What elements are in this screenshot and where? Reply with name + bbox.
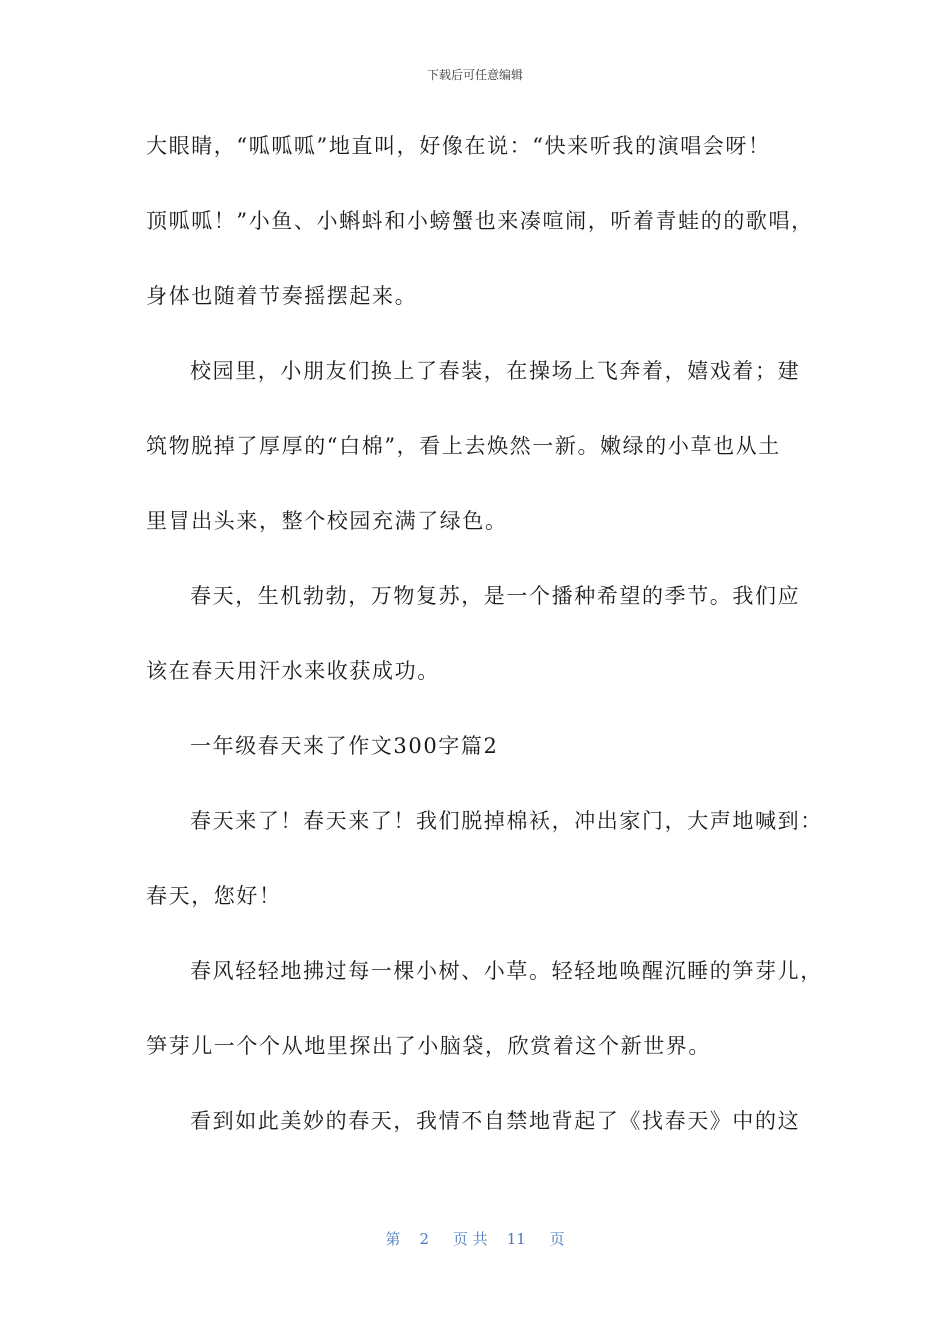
text-line: 该在春天用汗水来收获成功。 — [146, 659, 440, 683]
header-text: 下载后可任意编辑 — [426, 68, 523, 82]
paragraph-start-line: 校园里，小朋友们换上了春装，在操场上飞奔着，嬉戏着；建 — [190, 359, 801, 383]
text-line: 笋芽儿一个个从地里探出了小脑袋，欣赏着这个新世界。 — [146, 1034, 711, 1058]
current-page-number: 2 — [419, 1230, 429, 1248]
paragraph-start-line: 春风轻轻地拂过每一棵小树、小草。轻轻地唤醒沉睡的笋芽儿， — [190, 959, 823, 983]
text-line: 顶呱呱！”小鱼、小蝌蚪和小螃蟹也来凑喧闹，听着青蛙的的歌唱， — [146, 209, 814, 233]
text-line: 大眼睛，“呱呱呱”地直叫，好像在说：“快来听我的演唱会呀！ — [146, 134, 771, 158]
section-heading: 一年级春天来了作文300字篇2 — [190, 734, 499, 758]
document-body — [146, 127, 823, 1177]
total-pages-number: 11 — [506, 1230, 526, 1248]
text-line: 里冒出头来，整个校园充满了绿色。 — [146, 509, 508, 533]
footer-suffix: 页 — [549, 1230, 565, 1248]
text-line: 筑物脱掉了厚厚的“白棉”，看上去焕然一新。嫩绿的小草也从土 — [146, 434, 781, 458]
footer-prefix: 第 — [385, 1230, 401, 1248]
text-line: 身体也随着节奏摇摆起来。 — [146, 284, 418, 308]
paragraph-start-line: 春天，生机勃勃，万物复苏，是一个播种希望的季节。我们应 — [190, 584, 801, 608]
footer-middle: 页 共 — [452, 1230, 488, 1248]
paragraph-start-line: 春天来了！春天来了！我们脱掉棉袄，冲出家门，大声地喊到： — [190, 809, 823, 833]
paragraph-start-line: 看到如此美妙的春天，我情不自禁地背起了《找春天》中的这 — [190, 1109, 801, 1133]
page-footer — [0, 1228, 950, 1249]
page-header — [0, 66, 950, 83]
text-line: 春天，您好！ — [146, 884, 282, 908]
